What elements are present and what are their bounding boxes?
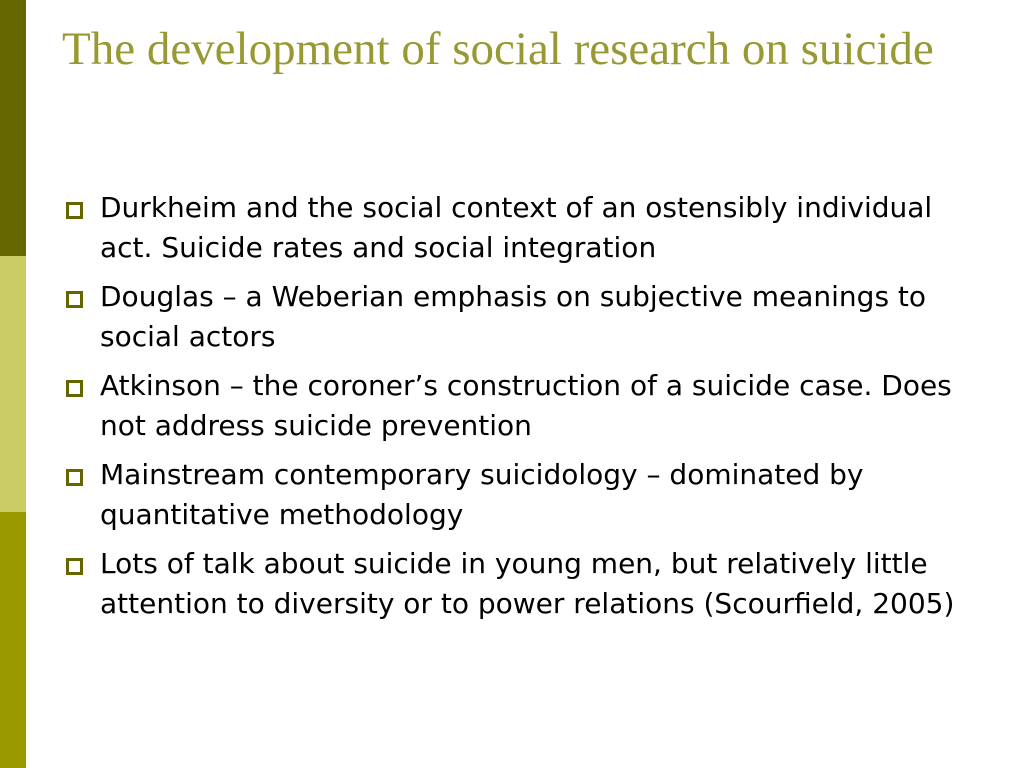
bullet-text: Douglas – a Weberian emphasis on subjective meanings to social actors	[100, 280, 927, 353]
hollow-square-bullet-icon	[66, 380, 83, 397]
bullet-text: Atkinson – the coroner’s construction of a suicide case. Does not address suicide prevention	[100, 369, 952, 442]
side-bar-segment-medium	[0, 512, 26, 768]
side-bar-segment-dark	[0, 0, 26, 256]
bullet-item	[62, 455, 982, 535]
hollow-square-bullet-icon	[66, 202, 83, 219]
side-bar-segment-light	[0, 256, 26, 512]
hollow-square-bullet-icon	[66, 291, 83, 308]
bullet-item	[62, 188, 982, 268]
bullet-item	[62, 366, 982, 446]
bullet-list	[62, 188, 982, 633]
bullet-item	[62, 544, 982, 624]
bullet-item	[62, 277, 982, 357]
slide-title: The development of social research on suicide	[62, 23, 934, 75]
bullet-text: Mainstream contemporary suicidology – dominated by quantitative methodology	[100, 458, 864, 531]
side-decorative-bar	[0, 0, 26, 768]
bullet-text: Lots of talk about suicide in young men, but relatively little attention to diversity or to power relations (Scourfield, 2005)	[100, 547, 955, 620]
bullet-text: Durkheim and the social context of an ostensibly individual act. Suicide rates and social integration	[100, 191, 933, 264]
hollow-square-bullet-icon	[66, 469, 83, 486]
hollow-square-bullet-icon	[66, 558, 83, 575]
